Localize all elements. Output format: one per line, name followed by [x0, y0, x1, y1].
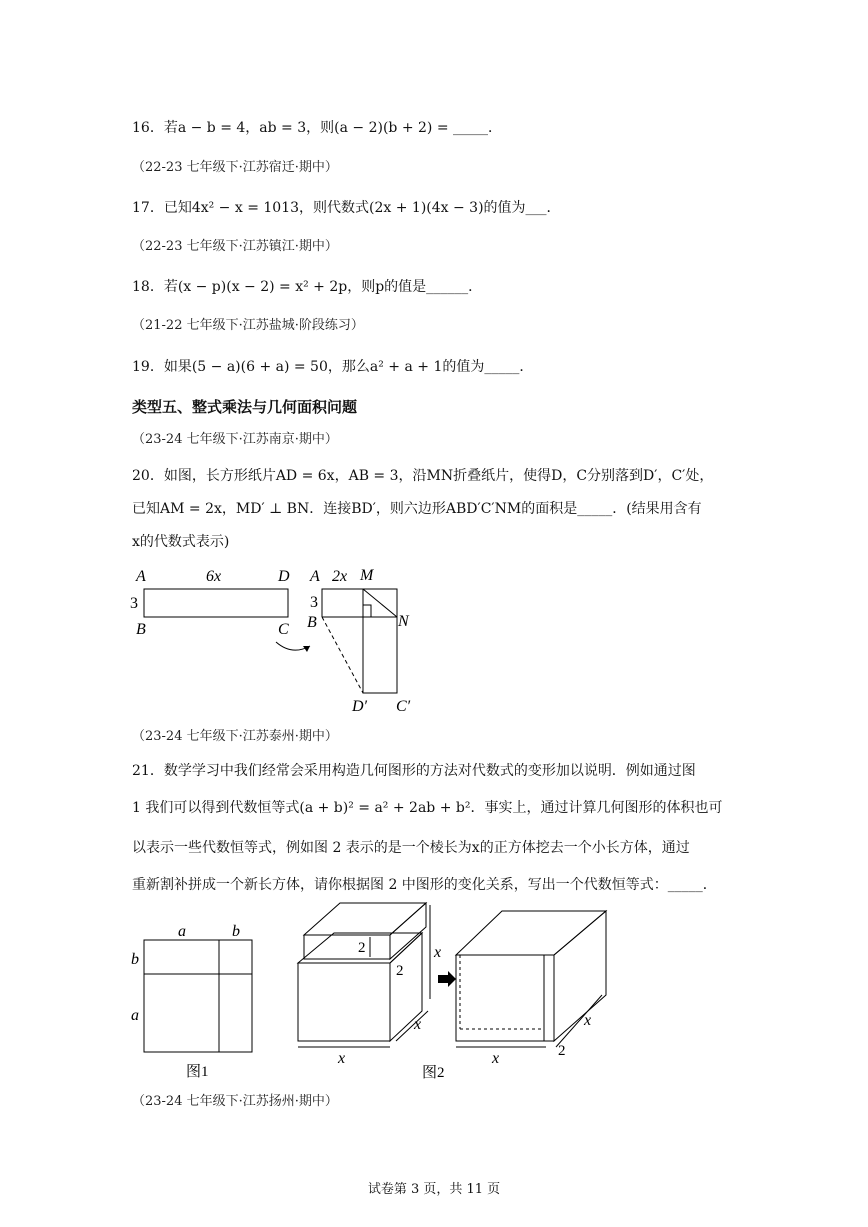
question-20-line3: x的代数式表示): [132, 534, 230, 550]
section-source: （23-24 七年级下·江苏南京·期中）: [132, 432, 338, 447]
fig1-a-top: a: [178, 923, 186, 940]
fig2-x-depth-2: x: [584, 1012, 592, 1029]
question-16: 16．若a − b = 4，ab = 3，则(a − 2)(b + 2) = _____．: [132, 120, 503, 136]
question-16-source: （22-23 七年级下·江苏宿迁·期中）: [132, 160, 338, 175]
new-top: [456, 911, 606, 955]
question-17: 17．已知4x² − x = 1013，则代数式(2x + 1)(4x − 3)的值为___．: [132, 200, 561, 216]
label-a: A: [136, 568, 146, 585]
question-21-source: （23-24 七年级下·江苏扬州·期中）: [132, 1094, 338, 1109]
label-cprime: C′: [396, 698, 411, 715]
label-a2: A: [310, 568, 320, 585]
label-b: B: [136, 621, 146, 638]
question-19: 19．如果(5 − a)(6 + a) = 50，那么a² + a + 1的值为_____．: [132, 359, 534, 375]
fold-line-mn: [363, 589, 397, 617]
question-21-line3: 以表示一些代数恒等式，例如图 2 表示的是一个棱长为x的正方体挖去一个小长方体，通过: [132, 840, 690, 856]
question-17-source: （22-23 七年级下·江苏镇江·期中）: [132, 239, 338, 254]
fig1-square: [144, 940, 252, 1052]
label-n: N: [398, 613, 409, 630]
fig1-a-left: a: [131, 1007, 139, 1024]
fig2-two-3: 2: [558, 1043, 566, 1059]
label-6x: 6x: [206, 568, 222, 585]
new-front: [456, 955, 554, 1041]
question-20-source: （23-24 七年级下·江苏泰州·期中）: [132, 729, 338, 744]
dim-x-depth: [396, 1011, 428, 1041]
dim-x-depth-2: [556, 995, 602, 1047]
fig2-x-depth: x: [414, 1016, 422, 1033]
section-heading: 类型五、整式乘法与几何面积问题: [132, 398, 358, 416]
fig2-x-right: x: [434, 944, 442, 961]
figure-1: [128, 920, 268, 1082]
question-18-source: （21-22 七年级下·江苏盐城·阶段练习）: [132, 318, 364, 333]
fig1-caption: 图1: [186, 1064, 209, 1080]
right-angle-mark: [363, 605, 371, 617]
label-dprime: D′: [352, 698, 368, 715]
fig2-two-1: 2: [358, 940, 366, 956]
fig1-b-top: b: [232, 923, 240, 940]
question-21-line4: 重新割补拼成一个新长方体，请你根据图 2 中图形的变化关系，写出一个代数恒等式：_____．: [132, 877, 717, 893]
dashed-bd: [322, 617, 363, 693]
lifted-side: [390, 903, 426, 959]
question-20-figure: [120, 560, 440, 720]
fig2-two-2: 2: [396, 963, 404, 979]
fig2-x-bottom-2: x: [492, 1050, 500, 1067]
label-b2: B: [307, 614, 317, 631]
question-21-line1: 21．数学学习中我们经常会采用构造几何图形的方法对代数式的变形加以说明．例如通过图: [132, 763, 696, 779]
fig1-b-left: b: [131, 951, 139, 968]
label-m: M: [360, 567, 374, 584]
fig2-caption: 图2: [422, 1065, 445, 1081]
label-2x: 2x: [332, 568, 348, 585]
label-3b: 3: [310, 594, 318, 611]
question-21-line2: 1 我们可以得到代数恒等式(a + b)² = a² + 2ab + b²．事实上，通过计算几何图形的体积也可: [132, 800, 723, 816]
page-footer: 试卷第 3 页，共 11 页: [367, 1182, 501, 1197]
question-20-line1: 20．如图，长方形纸片AD = 6x，AB = 3，沿MN折叠纸片，使得D，C分别落到D′，C′处，: [132, 468, 714, 484]
label-d: D: [278, 568, 290, 585]
label-3: 3: [130, 595, 138, 612]
fig2-x-bottom: x: [338, 1050, 346, 1067]
new-side: [554, 911, 606, 1041]
question-20-line2: 已知AM = 2x，MD′ ⊥ BN．连接BD′，则六边形ABD′C′NM的面积是_____．(结果用含有: [132, 501, 702, 517]
folded-top: [322, 589, 363, 617]
label-c: C: [278, 621, 289, 638]
transform-arrow: [438, 971, 456, 987]
question-18: 18．若(x − p)(x − 2) = x² + 2p，则p的值是______．: [132, 279, 483, 295]
cube-front: [298, 963, 390, 1041]
figure-2: [290, 895, 610, 1083]
rect-abcd: [144, 589, 288, 617]
